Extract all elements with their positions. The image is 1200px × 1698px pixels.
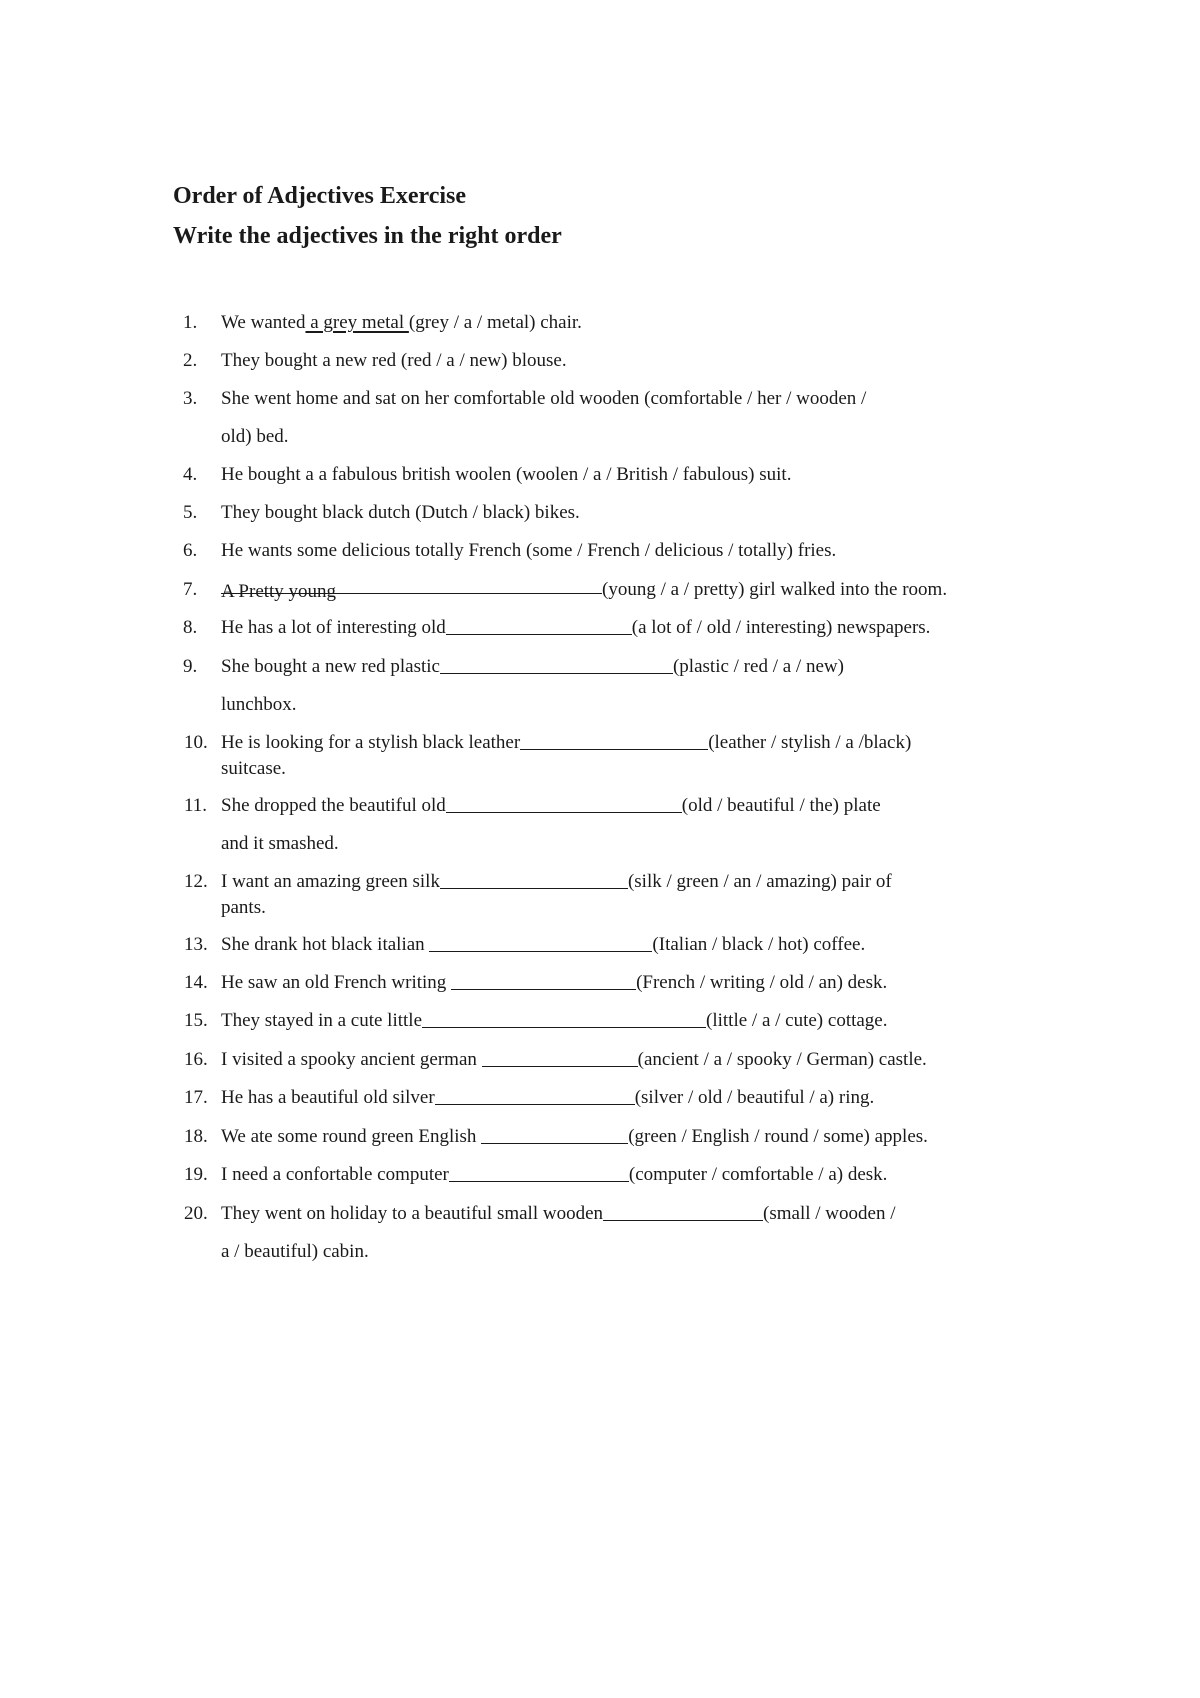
answer-blank[interactable] (520, 729, 708, 750)
item-prefix: She went home and sat on her comfortable old wooden (comfortable / her / wooden / (221, 388, 867, 409)
answer-blank[interactable] (435, 1084, 635, 1105)
item-continuation: and it smashed. (221, 833, 339, 854)
item-suffix: (computer / comfortable / a) desk. (628, 1164, 888, 1185)
item-prefix: She drank hot black italian (221, 934, 430, 955)
item-suffix: (French / writing / old / an) desk. (636, 972, 888, 993)
item-number: 10. (184, 732, 208, 753)
answer-blank[interactable] (603, 1200, 763, 1221)
item-text (221, 926, 1041, 964)
item-number: 8. (183, 617, 198, 638)
item-prefix: She dropped the beautiful old (221, 795, 446, 816)
item-prefix: They went on holiday to a beautiful small wooden (221, 1203, 604, 1224)
item-text (221, 1041, 1041, 1079)
answer-blank[interactable] (422, 1007, 706, 1028)
item-text (221, 380, 1041, 456)
item-prefix: I need a confortable computer (221, 1164, 449, 1185)
item-prefix: He is looking for a stylish black leather (221, 732, 521, 753)
item-continuation: a / beautiful) cabin. (221, 1241, 369, 1262)
item-number: 7. (183, 579, 198, 600)
item-text (221, 1156, 1041, 1194)
item-prefix: They bought black dutch (Dutch / black) bikes. (221, 502, 580, 523)
answer-blank[interactable] (221, 573, 602, 602)
answer-blank[interactable] (449, 1161, 629, 1182)
item-text (221, 609, 1041, 647)
item-number: 13. (184, 934, 208, 955)
item-suffix: (grey / a / metal) chair. (408, 312, 582, 333)
item-text (221, 787, 1041, 863)
item-number: 2. (183, 350, 198, 371)
item-suffix: (silk / green / an / amazing) pair of (627, 871, 892, 892)
item-suffix: (a lot of / old / interesting) newspapers. (631, 617, 931, 638)
item-prefix: He has a beautiful old silver (221, 1087, 435, 1108)
item-continuation: old) bed. (221, 426, 289, 447)
item-number: 3. (183, 388, 198, 409)
item-number: 15. (184, 1010, 208, 1031)
page-subtitle: Write the adjectives in the right order (173, 223, 562, 249)
item-prefix: I want an amazing green silk (221, 871, 440, 892)
item-suffix: (Italian / black / hot) coffee. (652, 934, 866, 955)
item-text (221, 304, 1041, 342)
item-number: 19. (184, 1164, 208, 1185)
item-number: 11. (184, 795, 208, 816)
item-prefix: I visited a spooky ancient german (221, 1049, 482, 1070)
item-prefix: They bought a new red (red / a / new) blouse. (221, 350, 567, 371)
item-number: 17. (184, 1087, 208, 1108)
answer-blank[interactable] (451, 969, 636, 990)
answer-blank[interactable] (481, 1123, 628, 1144)
filled-answer[interactable]: a grey metal (305, 312, 409, 333)
item-prefix: She bought a new red plastic (221, 656, 440, 677)
answer-blank[interactable] (440, 653, 673, 674)
item-suffix: (leather / stylish / a /black) (708, 732, 912, 753)
item-text (221, 1118, 1041, 1156)
item-prefix: He bought a a fabulous british woolen (woolen / a / British / fabulous) suit. (221, 464, 792, 485)
item-prefix: We wanted (221, 312, 306, 333)
answer-blank[interactable] (482, 1046, 638, 1067)
item-prefix: We ate some round green English (221, 1126, 482, 1147)
item-prefix: They stayed in a cute little (221, 1010, 423, 1031)
item-text (221, 494, 1041, 532)
item-number: 5. (183, 502, 198, 523)
item-continuation: pants. (221, 897, 266, 918)
item-suffix: (small / wooden / (763, 1203, 896, 1224)
item-text (221, 724, 1041, 788)
item-prefix: He has a lot of interesting old (221, 617, 446, 638)
item-suffix: (plastic / red / a / new) (672, 656, 844, 677)
item-text (221, 1195, 1041, 1271)
item-number: 9. (183, 656, 198, 677)
item-suffix: (silver / old / beautiful / a) ring. (634, 1087, 875, 1108)
item-number: 6. (183, 540, 198, 561)
item-continuation: lunchbox. (221, 694, 297, 715)
page-title: Order of Adjectives Exercise (173, 183, 467, 209)
item-number: 14. (184, 972, 208, 993)
item-text (221, 1079, 1041, 1117)
item-text (221, 571, 1041, 609)
item-number: 12. (184, 871, 208, 892)
item-text (221, 532, 1041, 570)
item-text (221, 342, 1041, 380)
item-prefix: He wants some delicious totally French (some / French / delicious / totally) fries. (221, 540, 837, 561)
item-text (221, 964, 1041, 1002)
item-text (221, 648, 1041, 724)
answer-blank[interactable] (440, 868, 628, 889)
item-text (221, 1002, 1041, 1040)
item-number: 20. (184, 1203, 208, 1224)
item-continuation: suitcase. (221, 758, 286, 779)
item-suffix: (little / a / cute) cottage. (706, 1010, 888, 1031)
item-suffix: (green / English / round / some) apples. (628, 1126, 928, 1147)
item-number: 4. (183, 464, 198, 485)
item-prefix: He saw an old French writing (221, 972, 452, 993)
item-number: 16. (184, 1049, 208, 1070)
item-suffix: (young / a / pretty) girl walked into the room. (602, 579, 948, 600)
item-number: 18. (184, 1126, 208, 1147)
answer-blank[interactable] (446, 792, 682, 813)
answer-blank[interactable] (429, 931, 652, 952)
item-text (221, 456, 1041, 494)
item-suffix: (old / beautiful / the) plate (681, 795, 881, 816)
item-number: 1. (183, 312, 198, 333)
item-text (221, 863, 1041, 927)
answer-blank[interactable] (446, 614, 632, 635)
filled-answer: A Pretty young (221, 581, 337, 602)
item-suffix: (ancient / a / spooky / German) castle. (637, 1049, 927, 1070)
